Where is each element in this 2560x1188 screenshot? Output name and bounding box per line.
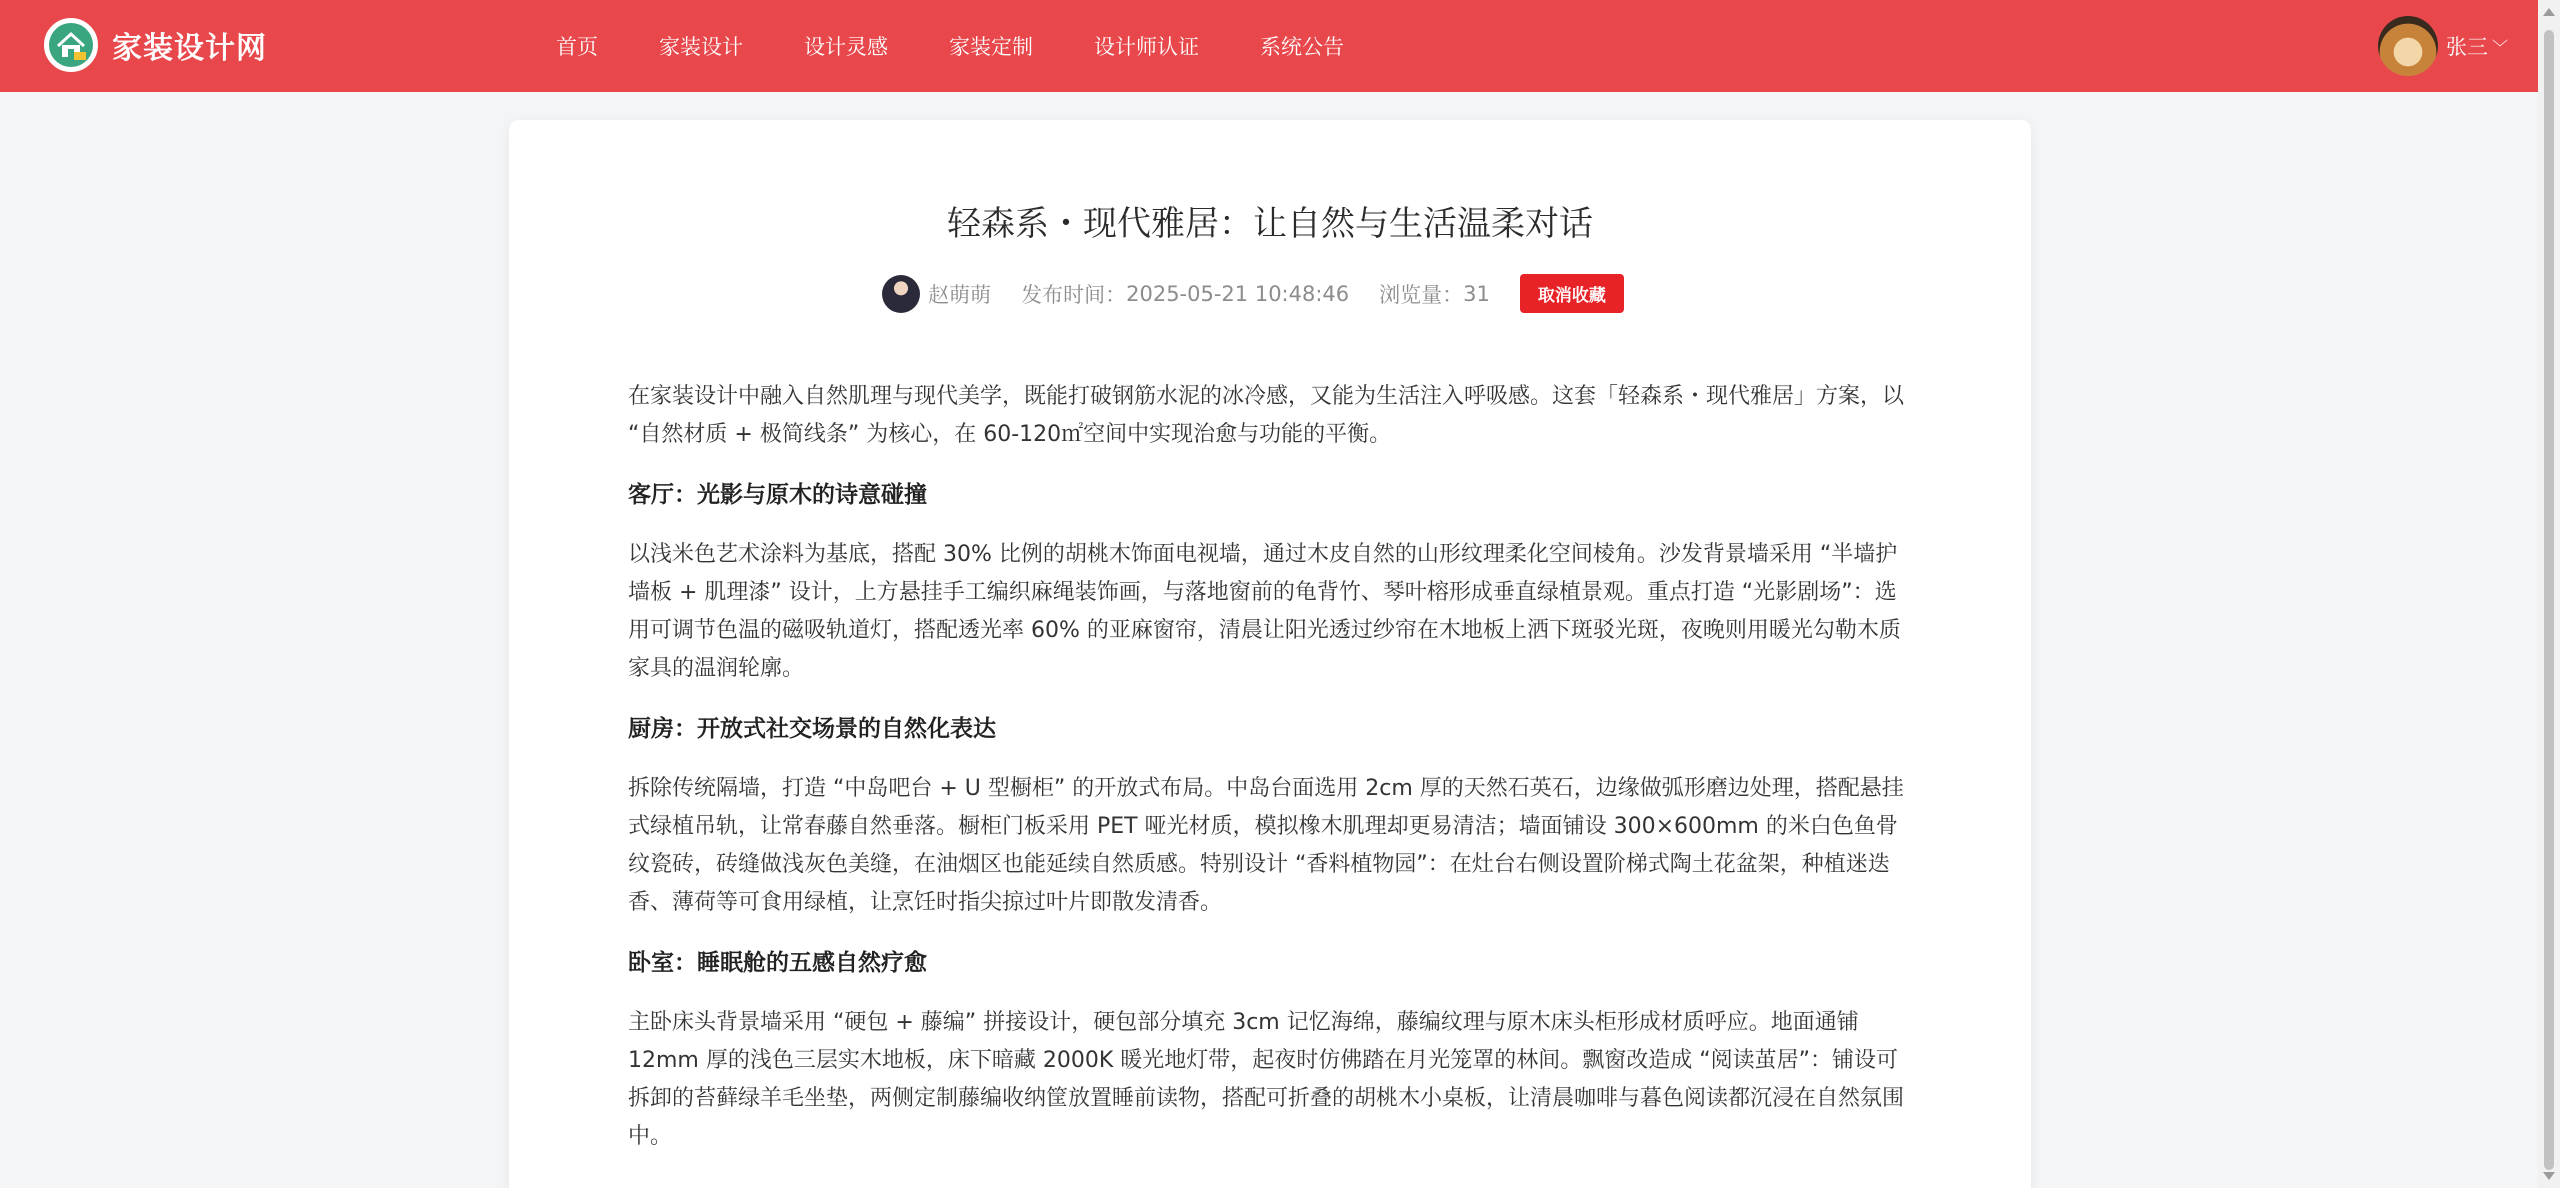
section-body-living-room: 以浅米色艺术涂料为基底，搭配 30% 比例的胡桃木饰面电视墙，通过木皮自然的山形纹理柔化空间棱角。沙发背景墙采用 “半墙护墙板 + 肌理漆” 设计，上方悬挂手工编织麻绳装饰画，与落地窗前的龟背竹、琴叶榕形成垂直绿植景观。重点打造 “光影剧场”：选用可调节色温的磁吸轨道灯，搭配透光率 60% 的亚麻窗帘，清晨让阳光透过纱帘在木地板上洒下斑驳光斑，夜晚则用暖光勾勒木质家具的温润轮廓。 [628, 542, 1901, 681]
scroll-up-arrow-icon[interactable] [2543, 8, 2555, 16]
views-label: 浏览量： [1379, 282, 1464, 307]
article-card [509, 120, 2031, 1188]
main-nav [536, 0, 1405, 92]
house-logo-icon [44, 18, 98, 72]
nav-item-announcements[interactable]: 系统公告 [1260, 35, 1344, 59]
article-title: 轻森系・现代雅居：让自然与生活温柔对话 [947, 204, 1593, 244]
section-body-bedroom: 主卧床头背景墙采用 “硬包 + 藤编” 拼接设计，硬包部分填充 3cm 记忆海绵，藤编纹理与原木床头柜形成材质呼应。地面通铺 12mm 厚的浅色三层实木地板，床下暗藏 2000K 暖光地灯带，起夜时仿佛踏在月光笼罩的林间。飘窗改造成 “阅读茧居”：铺设可拆卸的苔藓绿羊毛坐垫，两侧定制藤编收纳筐放置睡前读物，搭配可折叠的胡桃木小桌板，让清晨咖啡与暮色阅读都沉浸在自然氛围中。 [628, 1010, 1905, 1149]
user-menu[interactable] [2378, 16, 2508, 76]
views-count: 31 [1463, 281, 1490, 306]
nav-item-home-design[interactable]: 家装设计 [659, 35, 743, 59]
brand[interactable] [44, 18, 267, 72]
author-name: 赵萌萌 [928, 282, 992, 307]
article-meta [509, 274, 2031, 313]
intro-paragraph: 在家装设计中融入自然肌理与现代美学，既能打破钢筋水泥的冰冷感，又能为生活注入呼吸感。这套「轻森系・现代雅居」方案，以 “自然材质 + 极简线条” 为核心，在 60-120㎡空间中实现治愈与功能的平衡。 [628, 384, 1905, 447]
publish-label: 发布时间： [1021, 282, 1127, 307]
scrollbar-thumb[interactable] [2544, 30, 2554, 1170]
article-content [628, 378, 1918, 1178]
unfavorite-button[interactable]: 取消收藏 [1520, 274, 1624, 313]
nav-item-home[interactable]: 首页 [556, 35, 598, 59]
page-scrollbar[interactable] [2538, 0, 2560, 1188]
section-body-kitchen: 拆除传统隔墙，打造 “中岛吧台 + U 型橱柜” 的开放式布局。中岛台面选用 2cm 厚的天然石英石，边缘做弧形磨边处理，搭配悬挂式绿植吊轨，让常春藤自然垂落。橱柜门板采用 PET 哑光材质，模拟橡木肌理却更易清洁；墙面铺设 300×600mm 的米白色鱼骨纹瓷砖，砖缝做浅灰色美缝，在油烟区也能延续自然质感。特别设计 “香料植物园”：在灶台右侧设置阶梯式陶土花盆架，种植迷迭香、薄荷等可食用绿植，让烹饪时指尖掠过叶片即散发清香。 [628, 776, 1904, 915]
nav-item-designer-certification[interactable]: 设计师认证 [1094, 35, 1199, 59]
publish-time: 2025-05-21 10:48:46 [1126, 281, 1350, 306]
chevron-down-icon[interactable]: ﹀ [2491, 37, 2508, 57]
nav-item-inspiration[interactable]: 设计灵感 [804, 35, 888, 59]
nav-item-customization[interactable]: 家装定制 [949, 35, 1033, 59]
section-heading-bedroom: 卧室：睡眠舱的五感自然疗愈 [628, 950, 927, 976]
section-heading-living-room: 客厅：光影与原木的诗意碰撞 [628, 482, 927, 508]
top-navbar [0, 0, 2538, 92]
scroll-down-arrow-icon[interactable] [2543, 1172, 2555, 1180]
user-name[interactable]: 张三 [2445, 35, 2488, 59]
author-avatar [882, 275, 920, 313]
section-heading-kitchen: 厨房：开放式社交场景的自然化表达 [628, 716, 996, 742]
user-avatar[interactable] [2378, 16, 2438, 76]
brand-name: 家装设计网 [112, 31, 267, 66]
